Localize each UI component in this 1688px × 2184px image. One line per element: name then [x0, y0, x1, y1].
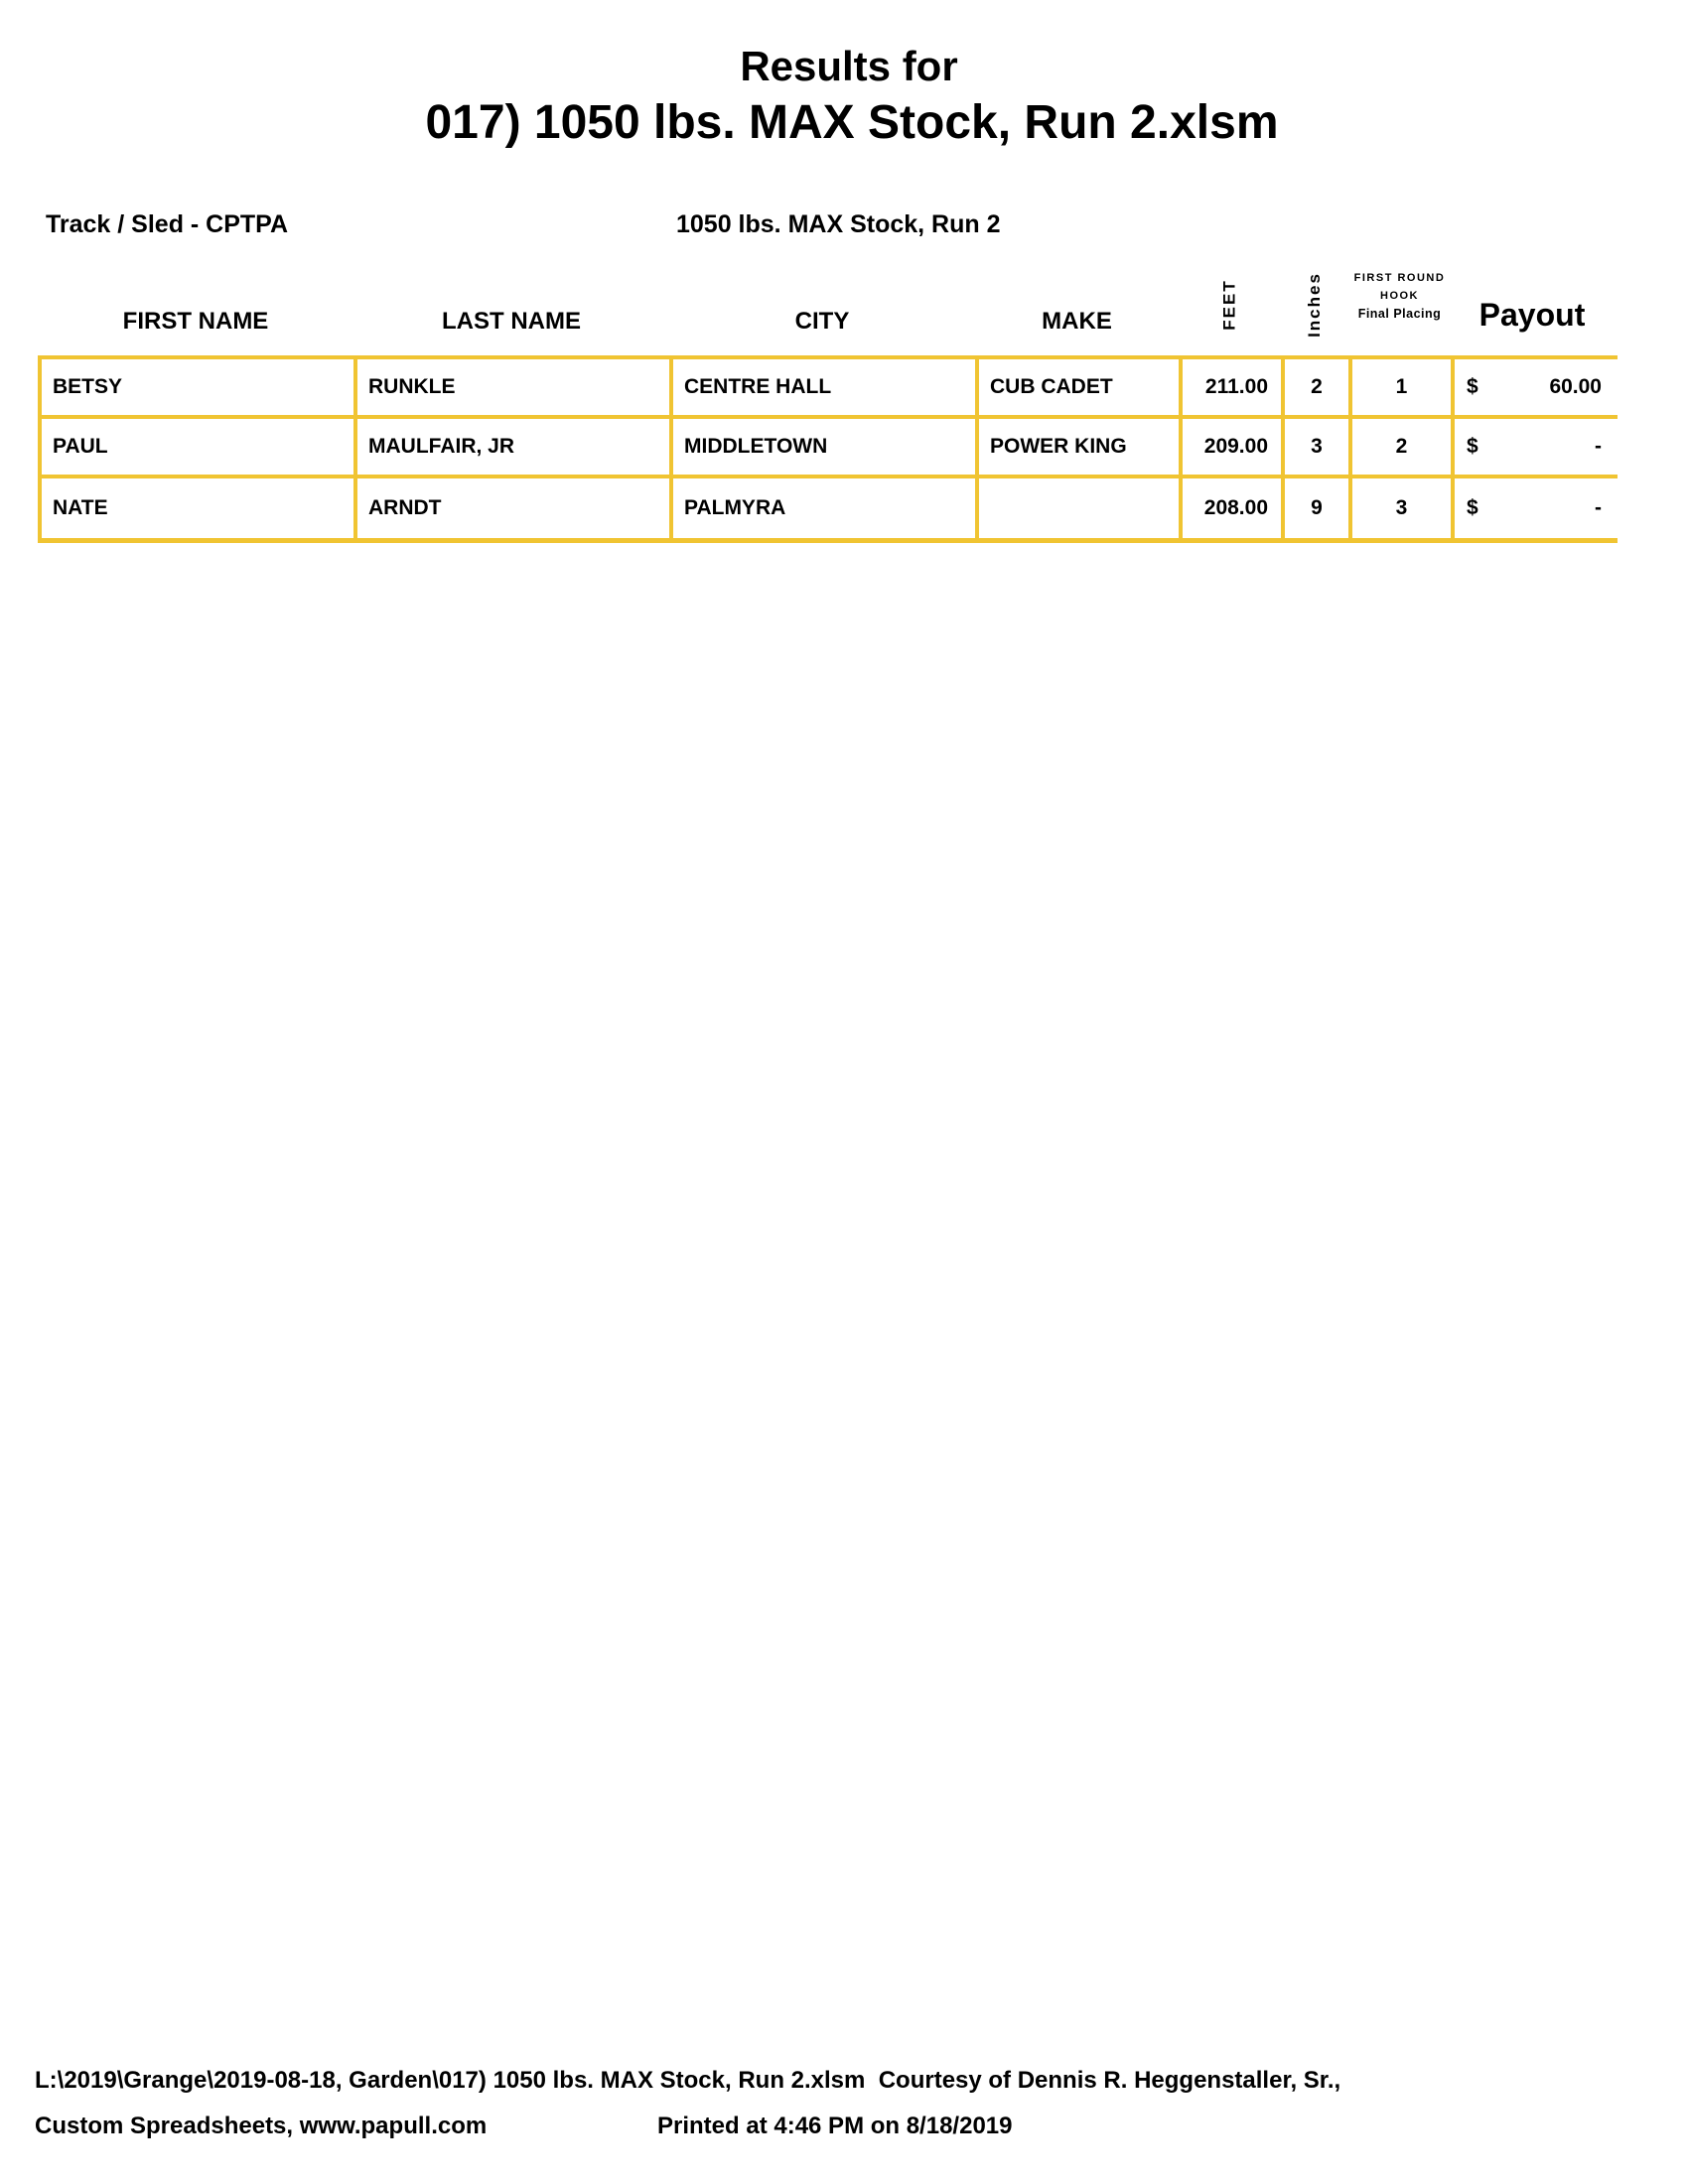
cell-make: POWER KING	[979, 419, 1183, 478]
track-sled-label: Track / Sled - CPTPA	[46, 210, 289, 238]
hook-header-line2: HOOK	[1380, 290, 1419, 302]
column-header-make: MAKE	[1042, 308, 1112, 335]
column-header-feet	[1179, 253, 1281, 355]
cell-placing: 3	[1352, 478, 1455, 538]
column-header-first-name: FIRST NAME	[122, 308, 269, 335]
feet-rotated-label: FEET	[1219, 278, 1239, 331]
cell-city: MIDDLETOWN	[673, 419, 979, 478]
cell-make	[979, 478, 1183, 538]
cell-inches: 3	[1285, 419, 1352, 478]
hook-header-line1: FIRST ROUND	[1353, 272, 1446, 284]
cell-first-name: PAUL	[42, 419, 357, 478]
column-header-last-name: LAST NAME	[442, 308, 581, 335]
cell-placing: 1	[1352, 359, 1455, 419]
cell-payout	[1455, 478, 1618, 538]
column-header-first-round-hook	[1348, 269, 1451, 324]
file-title: 017) 1050 lbs. MAX Stock, Run 2.xlsm	[425, 96, 1279, 149]
cell-feet: 208.00	[1183, 478, 1285, 538]
column-header-payout: Payout	[1478, 297, 1586, 333]
currency-symbol: $	[1467, 496, 1478, 519]
cell-feet: 209.00	[1183, 419, 1285, 478]
column-header-city: CITY	[794, 308, 850, 335]
payout-amount: -	[1595, 435, 1602, 458]
footer-file-path: L:\2019\Grange\2019-08-18, Garden\017) 1050 lbs. MAX Stock, Run 2.xlsm Courtesy of Dennis R. Heggenstaller, Sr.,	[35, 2067, 1341, 2094]
cell-inches: 9	[1285, 478, 1352, 538]
cell-last-name: ARNDT	[357, 478, 673, 538]
results-table	[38, 355, 1618, 543]
cell-first-name: NATE	[42, 478, 357, 538]
currency-symbol: $	[1467, 375, 1478, 398]
cell-first-name: BETSY	[42, 359, 357, 419]
inches-rotated-label: Inches	[1304, 271, 1324, 338]
footer-printed-timestamp: Printed at 4:46 PM on 8/18/2019	[657, 2113, 1013, 2139]
cell-feet: 211.00	[1183, 359, 1285, 419]
column-header-inches	[1281, 253, 1348, 355]
cell-city: CENTRE HALL	[673, 359, 979, 419]
cell-payout	[1455, 419, 1618, 478]
payout-amount: -	[1595, 496, 1602, 519]
table-header-row	[38, 253, 1614, 355]
class-label: 1050 lbs. MAX Stock, Run 2	[676, 210, 1001, 238]
cell-city: PALMYRA	[673, 478, 979, 538]
cell-inches: 2	[1285, 359, 1352, 419]
cell-last-name: MAULFAIR, JR	[357, 419, 673, 478]
payout-amount: 60.00	[1549, 375, 1602, 398]
cell-make: CUB CADET	[979, 359, 1183, 419]
cell-payout	[1455, 359, 1618, 419]
page-title: Results for	[740, 43, 958, 89]
hook-header-line3: Final Placing	[1357, 307, 1442, 321]
cell-last-name: RUNKLE	[357, 359, 673, 419]
cell-placing: 2	[1352, 419, 1455, 478]
footer-credit: Custom Spreadsheets, www.papull.com	[35, 2113, 488, 2139]
currency-symbol: $	[1467, 435, 1478, 458]
